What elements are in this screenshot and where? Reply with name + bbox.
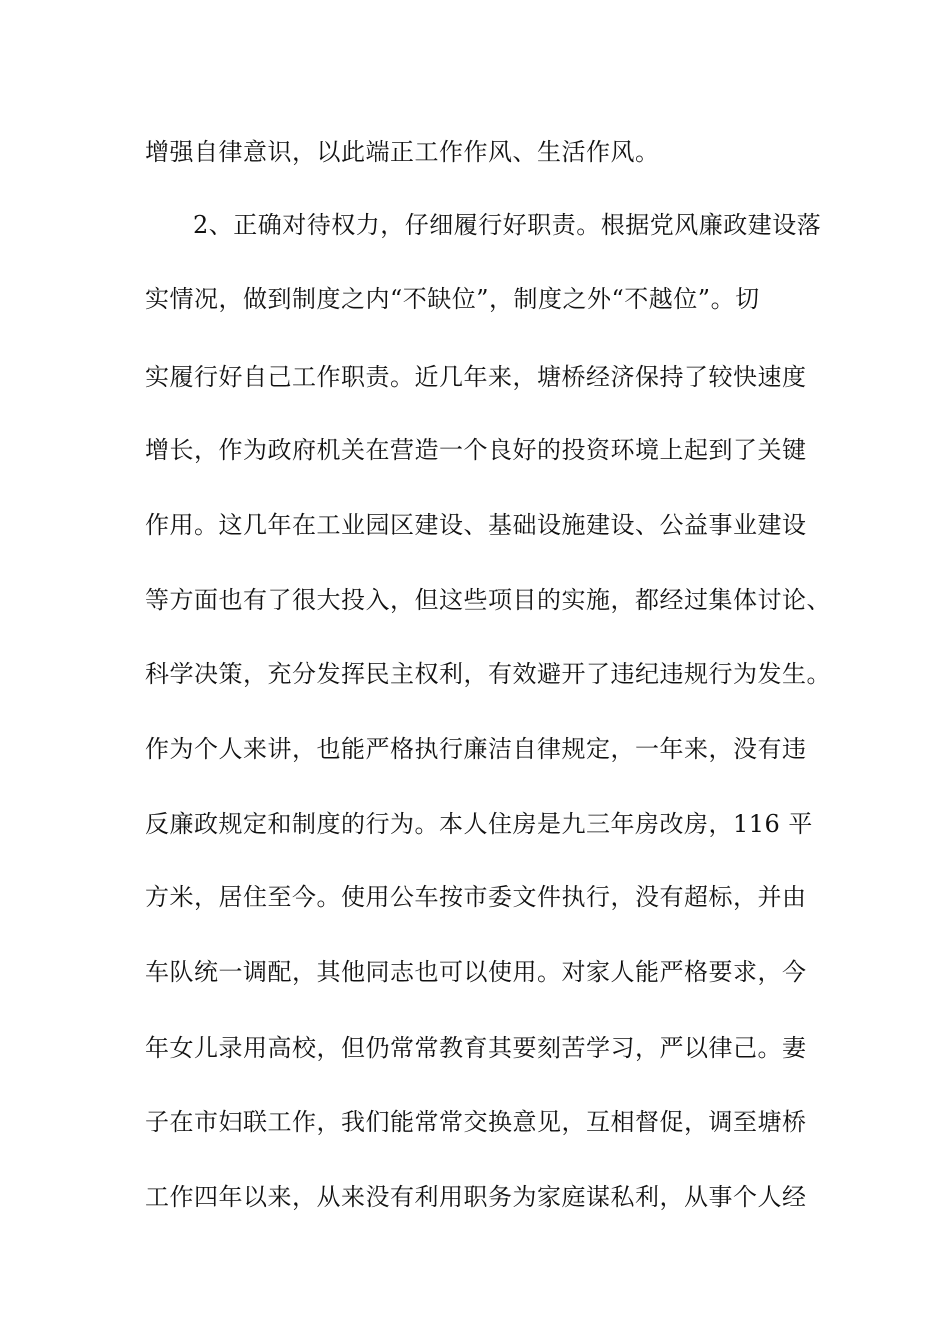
text-line-13: 年女儿录用高校，但仍常常教育其要刻苦学习，严以律己。妻 <box>145 1034 807 1062</box>
text-line-10: 反廉政规定和制度的行为。本人住房是九三年房改房，116 平 <box>145 810 813 838</box>
text-line-6: 作用。这几年在工业园区建设、基础设施建设、公益事业建设 <box>145 511 807 539</box>
text-line-15: 工作四年以来，从来没有利用职务为家庭谋私利，从事个人经 <box>145 1183 807 1211</box>
text-line-11: 方米，居住至今。使用公车按市委文件执行，没有超标，并由 <box>145 883 807 911</box>
text-line-7: 等方面也有了很大投入，但这些项目的实施，都经过集体讨论、 <box>145 586 831 614</box>
text-line-4: 实履行好自己工作职责。近几年来，塘桥经济保持了较快速度 <box>145 363 807 391</box>
text-line-2: 2、正确对待权力，仔细履行好职责。根据党风廉政建设落 <box>193 211 822 239</box>
text-line-3: 实情况，做到制度之内“不缺位”，制度之外“不越位”。切 <box>145 285 760 313</box>
text-line-1: 增强自律意识，以此端正工作作风、生活作风。 <box>145 138 660 166</box>
text-line-12: 车队统一调配，其他同志也可以使用。对家人能严格要求，今 <box>145 958 807 986</box>
text-line-9: 作为个人来讲，也能严格执行廉洁自律规定，一年来，没有违 <box>145 735 807 763</box>
text-line-14: 子在市妇联工作，我们能常常交换意见，互相督促，调至塘桥 <box>145 1108 807 1136</box>
text-line-8: 科学决策，充分发挥民主权利，有效避开了违纪违规行为发生。 <box>145 660 831 688</box>
text-line-5: 增长，作为政府机关在营造一个良好的投资环境上起到了关键 <box>145 436 807 464</box>
